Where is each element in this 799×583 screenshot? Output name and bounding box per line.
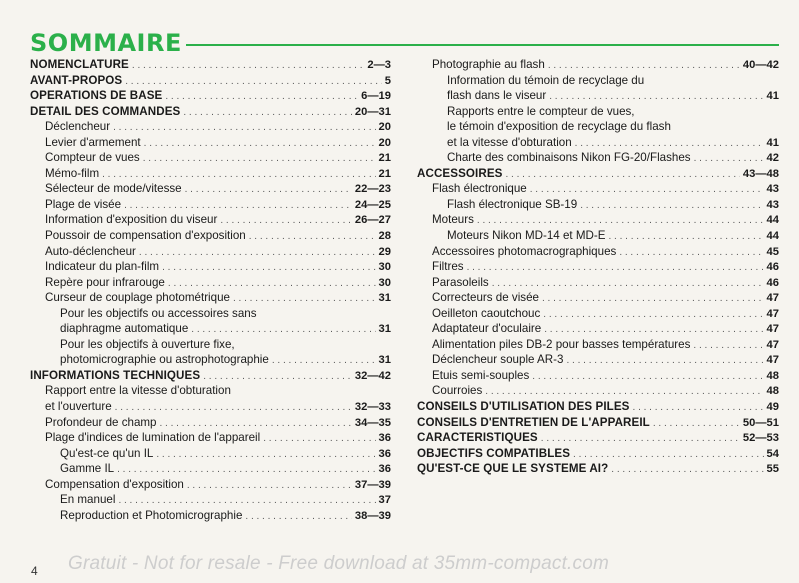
toc-entry-page: 52—53 <box>742 432 779 445</box>
title-rule <box>186 44 779 46</box>
toc-entry-page: 45 <box>766 245 779 258</box>
toc-entry-label: Levier d'armement <box>45 135 141 149</box>
toc-entry-label: Curseur de couplage photométrique <box>45 291 230 305</box>
toc-leader-dots <box>132 58 364 74</box>
toc-entry-label: diaphragme automatique <box>60 322 189 336</box>
toc-entry[interactable] <box>417 337 779 353</box>
toc-left-column <box>30 57 391 523</box>
toc-entry-page: 36 <box>378 432 391 445</box>
toc-entry-label: Plage de visée <box>45 197 122 211</box>
toc-entry-page: 37 <box>378 494 391 507</box>
toc-leader-dots <box>125 74 382 90</box>
toc-entry[interactable] <box>417 88 779 104</box>
toc-entry-label: flash dans le viseur <box>447 89 547 103</box>
toc-leader-dots <box>580 198 763 214</box>
toc-leader-dots <box>530 182 764 198</box>
toc-entry-label: Parasoleils <box>432 275 489 289</box>
toc-entry[interactable] <box>417 244 779 260</box>
toc-entry-page: 47 <box>766 292 779 305</box>
toc-entry[interactable] <box>30 430 391 446</box>
toc-entry-label: ACCESSOIRES <box>417 166 503 180</box>
toc-leader-dots <box>694 151 764 167</box>
toc-entry-page: 54 <box>766 447 779 460</box>
toc-entry[interactable] <box>30 461 391 477</box>
toc-leader-dots <box>118 493 375 509</box>
toc-entry[interactable] <box>30 321 391 337</box>
toc-leader-dots <box>144 136 376 152</box>
toc-entry-label: Plage d'indices de lumination de l'appareil <box>45 431 261 445</box>
toc-entry-label: le témoin d'exposition de recyclage du flash <box>447 120 671 134</box>
toc-entry-page: 20—31 <box>354 105 391 118</box>
toc-entry-page: 21 <box>378 167 391 180</box>
toc-entry-page: 31 <box>378 292 391 305</box>
toc-leader-dots <box>272 353 376 369</box>
toc-entry[interactable] <box>417 430 779 446</box>
toc-entry[interactable] <box>30 306 391 322</box>
toc-leader-dots <box>566 353 763 369</box>
toc-entry[interactable] <box>417 73 779 89</box>
toc-entry-page: 48 <box>766 385 779 398</box>
toc-leader-dots <box>575 136 764 152</box>
toc-entry-label: Profondeur de champ <box>45 415 157 429</box>
toc-entry-page: 46 <box>766 276 779 289</box>
toc-entry-label: CARACTERISTIQUES <box>417 431 538 445</box>
toc-entry-page: 20 <box>378 136 391 149</box>
toc-entry[interactable] <box>417 352 779 368</box>
toc-leader-dots <box>485 384 763 400</box>
toc-entry-label: Photographie au flash <box>432 58 545 71</box>
toc-entry[interactable] <box>417 290 779 306</box>
toc-entry-label: Charte des combinaisons Nikon FG-20/Flashes <box>447 151 691 165</box>
toc-entry-label: Reproduction et Photomicrographie <box>60 508 243 522</box>
toc-entry[interactable] <box>30 415 391 431</box>
toc-entry-page: 47 <box>766 307 779 320</box>
toc-entry-page: 30 <box>378 276 391 289</box>
toc-leader-dots <box>541 431 740 447</box>
toc-leader-dots <box>543 307 763 323</box>
toc-entry-label: INFORMATIONS TECHNIQUES <box>30 368 201 382</box>
toc-entry-page: 55 <box>766 463 779 476</box>
toc-leader-dots <box>117 462 375 478</box>
toc-entry[interactable] <box>417 135 779 151</box>
toc-entry-label: Pour les objectifs à ouverture fixe, <box>60 337 235 351</box>
toc-entry[interactable] <box>30 446 391 462</box>
toc-entry-label: Compensation d'exposition <box>45 477 184 491</box>
toc-entry[interactable] <box>30 104 391 120</box>
toc-entry[interactable] <box>417 150 779 166</box>
toc-entry-label: Indicateur du plan-film <box>45 260 160 274</box>
toc-entry-label: Rapport entre la vitesse d'obturation <box>45 384 231 398</box>
toc-entry[interactable] <box>30 508 391 524</box>
toc-entry-label: Compteur de vues <box>45 151 140 165</box>
toc-entry-page: 32—42 <box>354 369 391 382</box>
toc-entry-page: 31 <box>378 354 391 367</box>
toc-entry-label: Flash électronique <box>432 182 527 196</box>
toc-entry-page: 26—27 <box>354 214 391 227</box>
toc-entry[interactable] <box>30 477 391 493</box>
toc-leader-dots <box>477 213 764 229</box>
toc-entry-label: Oeilleton caoutchouc <box>432 306 541 320</box>
toc-entry-label: OBJECTIFS COMPATIBLES <box>417 446 571 460</box>
toc-entry-label: Courroies <box>432 384 483 398</box>
toc-entry[interactable] <box>30 88 391 104</box>
toc-entry[interactable] <box>30 166 391 182</box>
toc-leader-dots <box>185 182 352 198</box>
toc-entry-label: Poussoir de compensation d'exposition <box>45 229 246 243</box>
toc-entry-label: et la vitesse d'obturation <box>447 135 572 149</box>
toc-leader-dots <box>532 369 763 385</box>
toc-leader-dots <box>633 400 764 416</box>
toc-entry-label: Auto-déclencheur <box>45 244 136 258</box>
toc-entry-label: CONSEILS D'UTILISATION DES PILES <box>417 400 630 414</box>
toc-entry-label: Information d'exposition du viseur <box>45 213 218 227</box>
toc-entry-label: Pour les objectifs ou accessoires sans <box>60 306 257 320</box>
toc-entry-label: DETAIL DES COMMANDES <box>30 104 181 118</box>
toc-leader-dots <box>619 245 763 261</box>
toc-leader-dots <box>156 447 375 463</box>
toc-entry-label: Déclencheur <box>45 120 111 134</box>
toc-entry-page: 36 <box>378 447 391 460</box>
toc-entry[interactable] <box>417 415 779 431</box>
toc-entry-label: Accessoires photomacrographiques <box>432 244 617 258</box>
toc-leader-dots <box>544 322 763 338</box>
toc-entry[interactable] <box>30 57 391 73</box>
toc-entry[interactable] <box>30 197 391 213</box>
toc-entry-page: 49 <box>766 401 779 414</box>
toc-leader-dots <box>467 260 764 276</box>
toc-entry-label: Mémo-film <box>45 166 100 180</box>
toc-entry-page: 41 <box>766 90 779 103</box>
toc-entry-label: Moteurs Nikon MD-14 et MD-E <box>447 229 606 243</box>
toc-entry-page: 31 <box>378 323 391 336</box>
toc-entry[interactable] <box>30 73 391 89</box>
toc-entry[interactable] <box>417 399 779 415</box>
toc-entry-label: Rapports entre le compteur de vues, <box>447 104 635 118</box>
toc-entry[interactable] <box>30 352 391 368</box>
toc-entry[interactable] <box>417 57 779 73</box>
toc-entry-label: Flash électronique SB-19 <box>447 197 578 211</box>
toc-entry-page: 50—51 <box>742 416 779 429</box>
toc-entry-page: 43 <box>766 198 779 211</box>
toc-entry[interactable] <box>30 135 391 151</box>
toc-entry-label: Moteurs <box>432 213 474 227</box>
toc-entry[interactable] <box>30 368 391 384</box>
toc-entry-label: OPERATIONS DE BASE <box>30 89 163 103</box>
toc-entry-page: 47 <box>766 323 779 336</box>
toc-entry-label: et l'ouverture <box>45 400 112 414</box>
toc-entry-page: 48 <box>766 369 779 382</box>
toc-entry[interactable] <box>30 383 391 399</box>
toc-entry-label: Alimentation piles DB-2 pour basses températures <box>432 337 691 351</box>
toc-leader-dots <box>693 338 763 354</box>
toc-entry[interactable] <box>417 321 779 337</box>
toc-entry-page: 47 <box>766 354 779 367</box>
toc-entry-page: 47 <box>766 338 779 351</box>
toc-entry-label: Information du témoin de recyclage du <box>447 73 645 87</box>
toc-entry[interactable] <box>417 275 779 291</box>
toc-entry[interactable] <box>30 399 391 415</box>
toc-entry-label: Repère pour infrarouge <box>45 275 165 289</box>
toc-leader-dots <box>191 322 375 338</box>
toc-entry-page: 21 <box>378 152 391 165</box>
toc-leader-dots <box>220 213 352 229</box>
toc-entry[interactable] <box>30 290 391 306</box>
toc-leader-dots <box>183 105 352 121</box>
toc-leader-dots <box>542 291 764 307</box>
toc-leader-dots <box>143 151 376 167</box>
toc-entry-page: 32—33 <box>354 401 391 414</box>
toc-entry-page: 43—48 <box>742 167 779 180</box>
toc-leader-dots <box>187 478 352 494</box>
toc-entry-page: 22—23 <box>354 183 391 196</box>
toc-entry[interactable] <box>30 259 391 275</box>
toc-leader-dots <box>653 416 740 432</box>
toc-entry-page: 20 <box>378 121 391 134</box>
toc-entry-page: 5 <box>384 74 391 87</box>
toc-entry-label: Adaptateur d'oculaire <box>432 322 542 336</box>
page-title: SOMMAIRE <box>30 29 182 57</box>
toc-entry-label: Gamme IL <box>60 462 115 476</box>
toc-entry-label: Filtres <box>432 260 464 274</box>
toc-entry[interactable] <box>30 150 391 166</box>
toc-entry-label: En manuel <box>60 493 116 507</box>
toc-entry-page: 2—3 <box>367 59 391 71</box>
toc-entry-page: 42 <box>766 152 779 165</box>
toc-entry-label: Sélecteur de mode/vitesse <box>45 182 182 196</box>
toc-leader-dots <box>245 509 352 525</box>
toc-entry[interactable] <box>417 181 779 197</box>
toc-leader-dots <box>548 58 740 74</box>
title-row <box>30 28 779 58</box>
toc-entry-label: Qu'est-ce qu'un IL <box>60 446 154 460</box>
toc-entry-page: 40—42 <box>742 59 779 71</box>
toc-leader-dots <box>611 462 763 478</box>
toc-entry-page: 24—25 <box>354 198 391 211</box>
toc-entry[interactable] <box>417 446 779 462</box>
toc-entry[interactable] <box>417 104 779 120</box>
toc-entry[interactable] <box>417 212 779 228</box>
toc-entry-page: 37—39 <box>354 478 391 491</box>
toc-entry[interactable] <box>30 275 391 291</box>
toc-entry-label: NOMENCLATURE <box>30 58 129 71</box>
toc-entry-page: 44 <box>766 214 779 227</box>
toc-entry-page: 44 <box>766 230 779 243</box>
toc-entry[interactable] <box>30 244 391 260</box>
watermark: Gratuit - Not for resale - Free download at 35mm-compact.com <box>68 553 610 574</box>
toc-leader-dots <box>160 416 352 432</box>
toc-entry[interactable] <box>30 181 391 197</box>
toc-leader-dots <box>162 260 375 276</box>
toc-leader-dots <box>492 276 764 292</box>
toc-leader-dots <box>102 167 375 183</box>
toc-entry-label: Déclencheur souple AR-3 <box>432 353 564 367</box>
toc-entry-page: 38—39 <box>354 509 391 522</box>
toc-entry-page: 46 <box>766 261 779 274</box>
toc-entry-label: CONSEILS D'ENTRETIEN DE L'APPAREIL <box>417 415 650 429</box>
toc-entry[interactable] <box>30 228 391 244</box>
toc-entry-label: QU'EST-CE QUE LE SYSTEME AI? <box>417 462 609 476</box>
toc-entry-label: AVANT-PROPOS <box>30 73 123 87</box>
toc-entry[interactable] <box>417 119 779 135</box>
toc-entry-label: Etuis semi-souples <box>432 368 530 382</box>
toc-leader-dots <box>203 369 352 385</box>
toc-leader-dots <box>233 291 376 307</box>
toc-entry[interactable] <box>417 259 779 275</box>
toc-entry[interactable] <box>30 492 391 508</box>
toc-leader-dots <box>113 120 375 136</box>
toc-leader-dots <box>139 245 376 261</box>
toc-right-column <box>417 57 779 477</box>
toc-entry-page: 29 <box>378 245 391 258</box>
toc-entry[interactable] <box>30 212 391 228</box>
toc-entry[interactable] <box>30 337 391 353</box>
toc-leader-dots <box>609 229 764 245</box>
page-number: 4 <box>31 564 38 578</box>
toc-leader-dots <box>115 400 352 416</box>
toc-leader-dots <box>573 447 764 463</box>
toc-entry[interactable] <box>417 306 779 322</box>
toc-entry-page: 43 <box>766 183 779 196</box>
toc-entry-page: 34—35 <box>354 416 391 429</box>
toc-entry-page: 6—19 <box>361 90 391 103</box>
toc-leader-dots <box>249 229 376 245</box>
toc-entry-page: 28 <box>378 230 391 243</box>
toc-leader-dots <box>506 167 740 183</box>
toc-entry-page: 36 <box>378 463 391 476</box>
toc-entry[interactable] <box>417 368 779 384</box>
toc-entry-page: 30 <box>378 261 391 274</box>
toc-entry-page: 41 <box>766 136 779 149</box>
toc-entry[interactable] <box>30 119 391 135</box>
toc-entry[interactable] <box>417 228 779 244</box>
toc-entry[interactable] <box>417 197 779 213</box>
toc-entry[interactable] <box>417 461 779 477</box>
toc-entry-label: Correcteurs de visée <box>432 291 539 305</box>
toc-leader-dots <box>263 431 375 447</box>
toc-entry-label: photomicrographie ou astrophotographie <box>60 353 269 367</box>
toc-leader-dots <box>549 89 763 105</box>
toc-leader-dots <box>168 276 376 292</box>
toc-leader-dots <box>124 198 352 214</box>
toc-entry[interactable] <box>417 166 779 182</box>
toc-leader-dots <box>165 89 358 105</box>
toc-entry[interactable] <box>417 383 779 399</box>
